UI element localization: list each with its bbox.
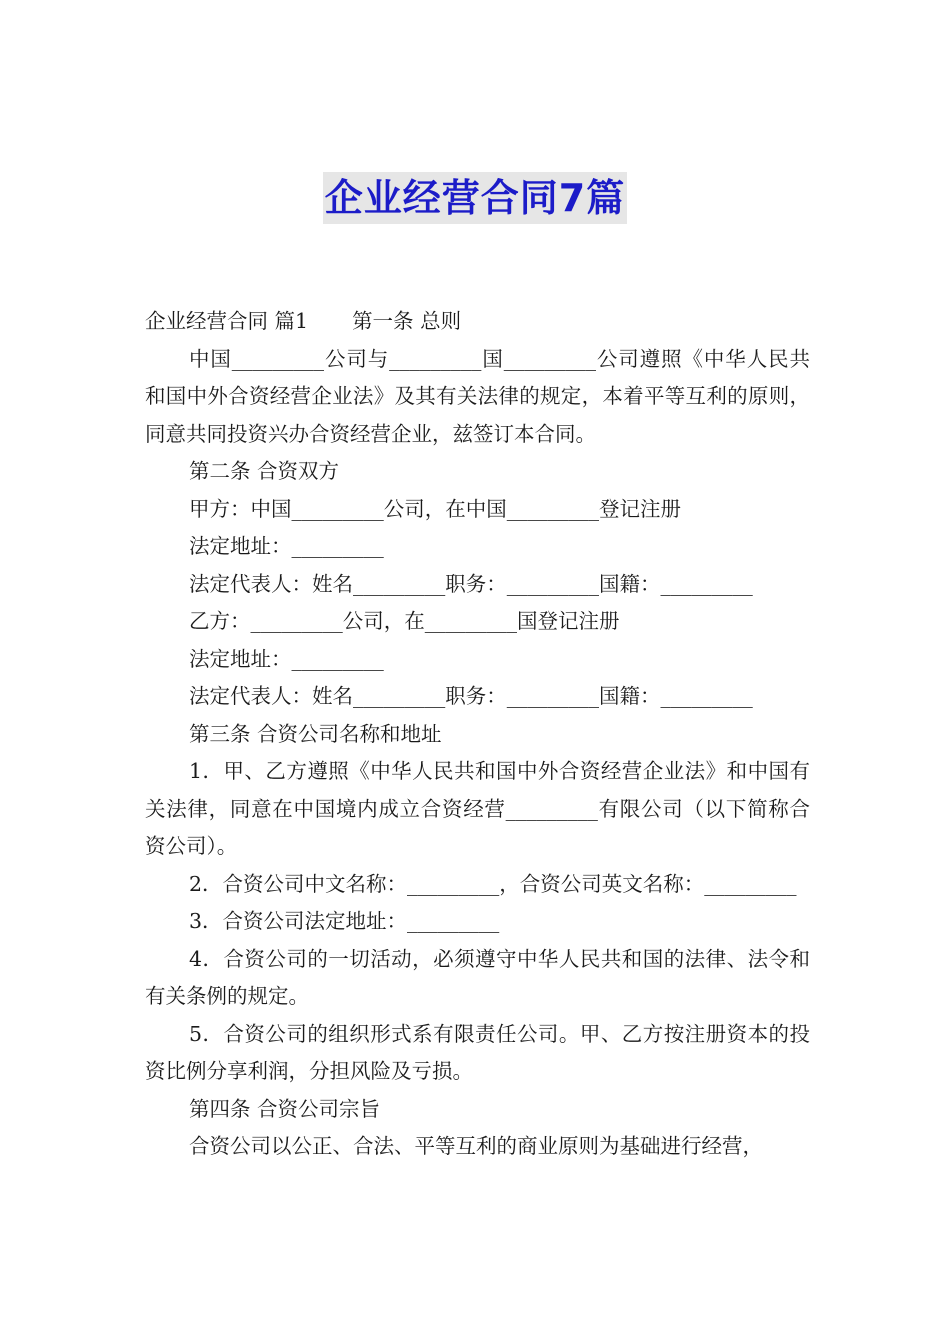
paragraph: 法定地址：_________ <box>189 646 384 671</box>
paragraph: 合资公司以公正、合法、平等互利的商业原则为基础进行经营， <box>189 1134 763 1158</box>
clause-heading: 第三条 合资公司名称和地址 <box>189 721 442 746</box>
title-container <box>0 172 950 224</box>
paragraph: 法定代表人：姓名_________职务：_________国籍：_________ <box>189 684 753 708</box>
section-heading-line <box>145 303 810 341</box>
paragraph: 中国_________公司与_________国_________公司遵照《中华人民共和国中外合资经营企业法》及其有关法律的规定，本着平等互利的原则，同意共同投资兴办合资经营企业，兹签订本合同。 <box>145 346 810 446</box>
article-heading: 企业经营合同 篇1 <box>145 309 309 333</box>
clause-heading: 第四条 合资公司宗旨 <box>189 1096 381 1121</box>
paragraph: 甲方：中国_________公司，在中国_________登记注册 <box>189 496 681 521</box>
paragraph: 2．合资公司中文名称：_________，合资公司英文名称：_________ <box>189 871 797 896</box>
paragraph: 法定代表人：姓名_________职务：_________国籍：_________ <box>189 571 753 596</box>
paragraph: 5．合资公司的组织形式系有限责任公司。甲、乙方按注册资本的投资比例分享利润，分担风险及亏损。 <box>145 1021 810 1083</box>
paragraph: 3．合资公司法定地址：_________ <box>189 909 500 933</box>
paragraph: 法定地址：_________ <box>189 534 384 558</box>
paragraph: 乙方：_________公司，在_________国登记注册 <box>189 609 620 633</box>
paragraph: 1．甲、乙方遵照《中华人民共和国中外合资经营企业法》和中国有关法律，同意在中国境内成立合资经营_________有限公司（以下简称合资公司）。 <box>145 759 810 858</box>
paragraph: 4．合资公司的一切活动，必须遵守中华人民共和国的法律、法令和有关条例的规定。 <box>145 946 810 1008</box>
clause-heading: 第二条 合资双方 <box>189 459 340 483</box>
document-body <box>145 303 810 1166</box>
document-title: 企业经营合同7篇 <box>323 172 627 224</box>
clause-heading: 第一条 总则 <box>352 309 462 333</box>
